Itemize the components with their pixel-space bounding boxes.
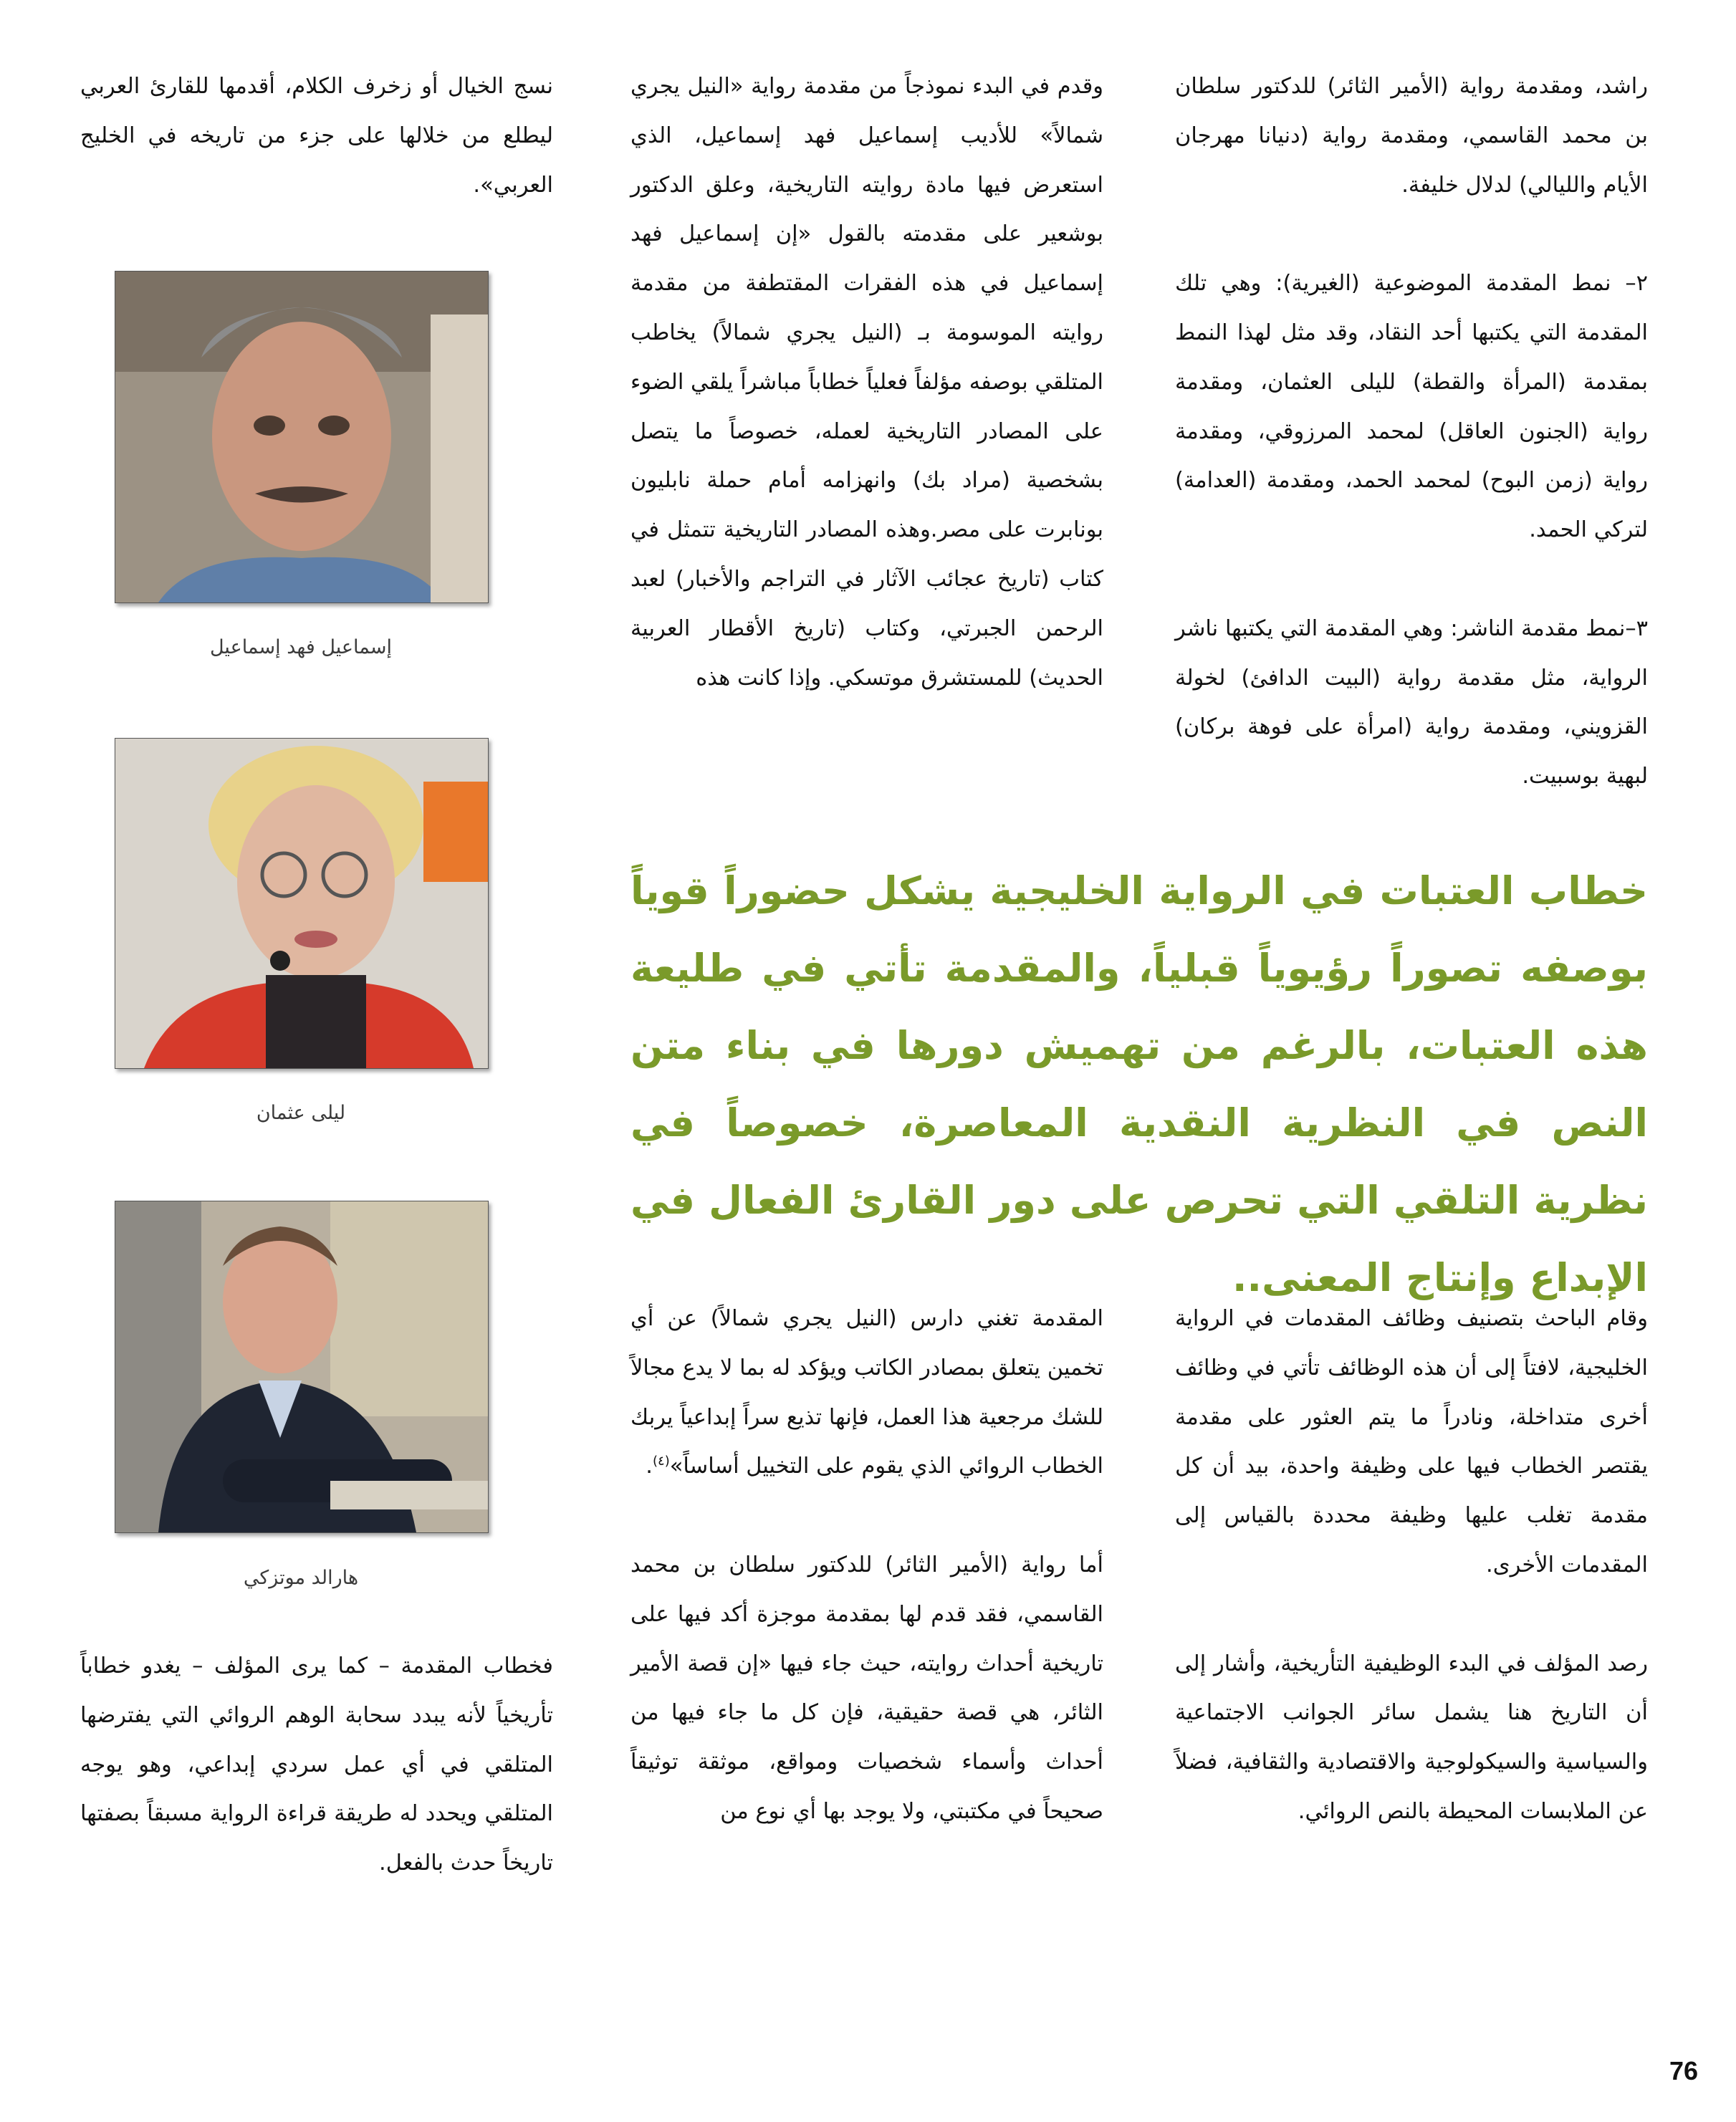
paragraph: نسج الخيال أو زخرف الكلام، أقدمها للقارئ العربي ليطلع من خلالها على جزء من تاريخه في الخليج العربي».: [80, 74, 553, 198]
paragraph: وقدم في البدء نموذجاً من مقدمة رواية «النيل يجري شمالاً» للأديب إسماعيل فهد إسماعيل، الذي استعرض فيها مادة روايته التاريخية، وعلق الدكتور بوشعير على مقدمته بالقول «إن إسماعيل فهد إسماعيل في هذه الفقرات المقتطفة من مقدمة روايته الموسومة بـ (النيل يجري شمالاً) يخاطب المتلقي بوصفه مؤلفاً فعلياً خطاباً مباشراً يلقي الضوء على المصادر التاريخية لعمله، خصوصاً ما يتصل بشخصية (مراد بك) وانهزامه أمام حملة نابليون بونابرت على مصر.وهذه المصادر التاريخية تتمثل في كتاب (تاريخ عجائب الآثار في التراجم والأخبار) لعبد الرحمن الجبرتي، وكتاب (تاريخ الأقطار العربية الحديث) للمستشرق موتسكي. وإذا كانت هذه: [630, 74, 1103, 691]
paragraph: ٣–نمط مقدمة الناشر: وهي المقدمة التي يكتبها ناشر الرواية، مثل مقدمة رواية (البيت الدافئ) لخولة القزويني، ومقدمة رواية (امرأة على فوهة بركان) لبهية بوسبيت.: [1175, 615, 1648, 789]
photo-caption: هارالد موتزكي: [243, 1567, 359, 1589]
pull-quote: خطاب العتبات في الرواية الخليجية يشكل حضوراً قوياً بوصفه تصوراً رؤيوياً قبلياً، والمقدمة تأتي في طليعة هذه العتبات، بالرغم من تهميش دورها في بناء متن النص في النظرية النقدية المعاصرة، خصوصاً في نظرية التلقي التي تحرص على دور القارئ الفعال في الإبداع وإنتاج المعنى..: [630, 868, 1648, 1300]
paragraph: [630, 1295, 1103, 1492]
paragraph: أما رواية (الأمير الثائر) للدكتور سلطان بن محمد القاسمي، فقد قدم لها بمقدمة موجزة أكد فيها على تاريخية أحداث روايته، حيث جاء فيها «إن قصة الأمير الثائر، هي قصة حقيقية، فإن كل ما جاء فيها من أحداث وأسماء شخصيات ومواقع، موثقة توثيقاً صحيحاً في مكتبتي، ولا يوجد بها أي نوع من: [630, 1552, 1103, 1824]
photo-caption: ليلى عثمان: [256, 1102, 346, 1124]
portrait-photo-harald-motzki: [115, 1201, 489, 1533]
portrait-photo-icon: [115, 739, 488, 1068]
article-column-right-top: [1175, 62, 1648, 802]
page-number: 76: [1669, 2056, 1699, 2085]
article-column-middle-top: [630, 62, 1103, 703]
paragraph: وقام الباحث بتصنيف وظائف المقدمات في الرواية الخليجية، لافتاً إلى أن هذه الوظائف تأتي في وظائف أخرى متداخلة، ونادراً ما يتم العثور على مقدمة يقتصر الخطاب فيها على وظيفة واحدة، بيد أن كل مقدمة تغلب عليها وظيفة محددة بالقياس إلى المقدمات الأخرى.: [1175, 1306, 1648, 1578]
paragraph-text: المقدمة تغني دارس (النيل يجري شمالاً) عن أي تخمين يتعلق بمصادر الكاتب ويؤكد له بما لا يدع مجالاً للشك مرجعية هذا العمل، فإنها تذيع سراً إبداعياً يربك الخطاب الروائي الذي يقوم على التخييل أساساً»: [630, 1306, 1103, 1479]
photo-caption: إسماعيل فهد إسماعيل: [209, 636, 393, 658]
footnote-ref: (٤): [652, 1454, 670, 1469]
article-column-left-bottom: [80, 1642, 553, 1888]
portrait-photo-icon: [115, 272, 488, 602]
paragraph: رصد المؤلف في البدء الوظيفية التأريخية، وأشار إلى أن التاريخ هنا يشمل سائر الجوانب الاجتماعية والسياسية والسيكولوجية والاقتصادية والثقافية، فضلاً عن الملابسات المحيطة بالنص الروائي.: [1175, 1651, 1648, 1824]
article-column-right-bottom: [1175, 1295, 1648, 1837]
paragraph: ٢– نمط المقدمة الموضوعية (الغيرية): وهي تلك المقدمة التي يكتبها أحد النقاد، وقد مثل لهذا النمط بمقدمة (المرأة والقطة) لليلى العثمان، ومقدمة رواية (الجنون العاقل) لمحمد المرزوقي، ومقدمة رواية (زمن البوح) لمحمد الحمد، ومقدمة (العدامة) لتركي الحمد.: [1175, 271, 1648, 543]
paragraph-end: .: [646, 1454, 653, 1479]
paragraph: راشد، ومقدمة رواية (الأمير الثائر) للدكتور سلطان بن محمد القاسمي، ومقدمة رواية (دنيانا مهرجان الأيام والليالي) لدلال خليفة.: [1175, 74, 1648, 198]
article-column-left-top: [80, 62, 553, 210]
portrait-photo-ismail-fahd: [115, 271, 489, 603]
paragraph: فخطاب المقدمة – كما يرى المؤلف – يغدو خطاباً تأريخياً لأنه يبدد سحابة الوهم الروائي التي يفترضها المتلقي في أي عمل سردي إبداعي، وهو يوجه المتلقي ويحدد له طريقة قراءة الرواية مسبقاً بصفتها تاريخاً حدث بالفعل.: [80, 1653, 553, 1876]
portrait-photo-icon: [115, 1201, 488, 1532]
portrait-photo-laila-othman: [115, 738, 489, 1069]
article-column-middle-bottom: [630, 1295, 1103, 1837]
